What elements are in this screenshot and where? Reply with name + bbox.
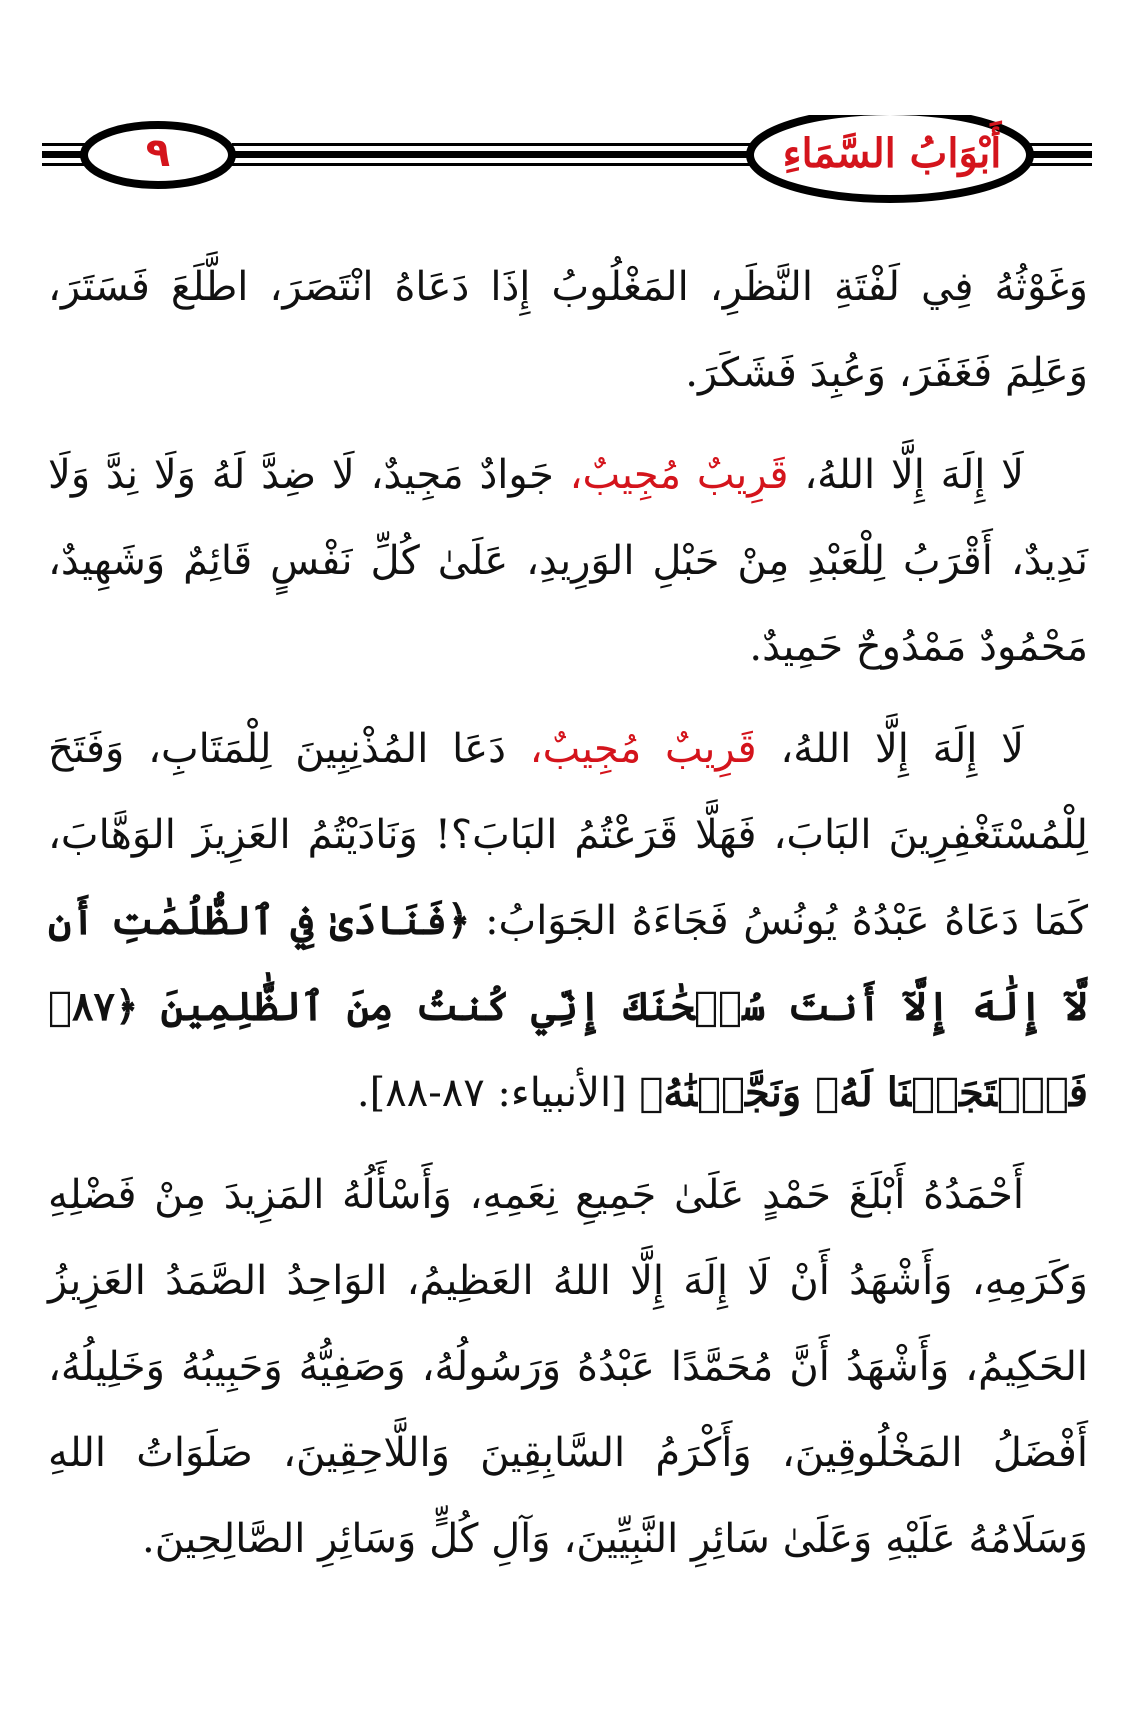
book-title: أَبْوَابُ السَّمَاءِ xyxy=(782,130,1002,177)
paragraph-2-pre: لَا إِلَهَ إِلَّا اللهُ، xyxy=(788,452,1024,498)
verse-citation: [الأنبياء: ٨٧-٨٨]. xyxy=(356,1070,640,1116)
paragraph-3-highlight: قَرِيبٌ مُجِيبٌ، xyxy=(529,726,757,772)
paragraph-4-text: أَحْمَدُهُ أَبْلَغَ حَمْدٍ عَلَىٰ جَمِيعِ نِعَمِهِ، وَأَسْأَلُهُ المَزِيدَ مِنْ فَضْلِهِ وَكَرَمِهِ، وَأَشْهَدُ أَنْ لَا إِلَهَ إِلَّا اللهُ العَظِيمُ، الوَاحِدُ الصَّمَدُ العَزِيزُ الحَكِيمُ، وَأَشْهَدُ أَنَّ مُحَمَّدًا عَبْدُهُ وَرَسُولُهُ، وَصَفِيُّهُ وَحَبِيبُهُ وَخَلِيلُهُ، أَفْضَلُ المَخْلُوقِينَ، وَأَكْرَمُ السَّابِقِينَ وَاللَّاحِقِينَ، صَلَوَاتُ اللهِ وَسَلَامُهُ عَلَيْهِ وَعَلَىٰ سَائِرِ النَّبِيِّينَ، وَآلِ كُلٍّ وَسَائِرِ الصَّالِحِينَ. xyxy=(48,1172,1088,1562)
paragraph-3-pre: لَا إِلَهَ إِلَّا اللهُ، xyxy=(756,726,1024,772)
paragraph-1 xyxy=(48,244,1088,416)
page-number: ٩ xyxy=(145,130,171,176)
paragraph-2-post: جَوادٌ مَجِيدٌ، لَا ضِدَّ لَهُ وَلَا نِدَّ وَلَا نَدِيدٌ، أَقْرَبُ لِلْعَبْدِ مِنْ حَبْلِ الوَرِيدِ، عَلَىٰ كُلِّ نَفْسٍ قَائِمٌ وَشَهِيدٌ، مَحْمُودٌ مَمْدُوحٌ حَمِيدٌ. xyxy=(48,452,1088,670)
paragraph-3 xyxy=(48,706,1088,1136)
page-content xyxy=(48,244,1088,1694)
page-header xyxy=(0,115,1132,245)
paragraph-2-highlight: قَرِيبٌ مُجِيبٌ، xyxy=(569,452,789,498)
paragraph-3-post: دَعَا المُذْنِبِينَ لِلْمَتَابِ، وَفَتَحَ لِلْمُسْتَغْفِرِينَ البَابَ، فَهَلَّا قَرَعْتُمُ البَابَ؟! وَنَادَيْتُمُ العَزِيزَ الوَهَّابَ، كَمَا دَعَاهُ عَبْدُهُ يُونُسُ فَجَاءَهُ الجَوَابُ: xyxy=(48,726,1089,944)
rule-center-bottom xyxy=(232,163,752,166)
paragraph-4 xyxy=(48,1152,1088,1582)
quran-verse: ﴿فَنَادَىٰ فِي ٱلظُّلُمَٰتِ أَن لَّآ إِلَٰهَ إِلَّآ أَنتَ سُبۡحَٰنَكَ إِنِّي كُنتُ مِنَ ٱلظَّٰلِمِينَ ﴿٨٧﴾ فَٱسۡتَجَبۡنَا لَهُۥ وَنَجَّيۡنَٰهُ﴾ xyxy=(48,897,1088,1116)
paragraph-2 xyxy=(48,432,1088,690)
rule-center-mid xyxy=(232,151,752,158)
paragraph-1-text: وَغَوْثُهُ فِي لَفْتَةِ النَّظَرِ، المَغْلُوبُ إِذَا دَعَاهُ انْتَصَرَ، اطَّلَعَ فَسَتَرَ، وَعَلِمَ فَغَفَرَ، وَعُبِدَ فَشَكَرَ. xyxy=(48,264,1088,396)
rule-center-top xyxy=(232,143,752,146)
